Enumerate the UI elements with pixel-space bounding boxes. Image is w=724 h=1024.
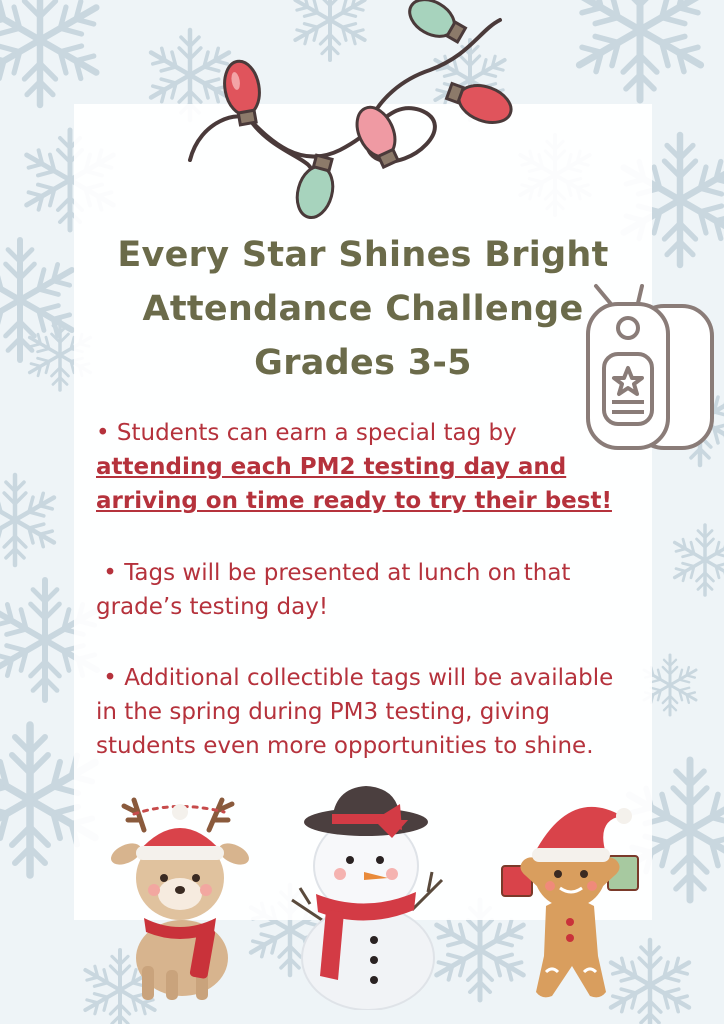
point-2-line-2: grade’s testing day!: [96, 594, 329, 620]
snowman-icon: [282, 780, 452, 1010]
point-tags-presented: [96, 556, 676, 624]
point-1-emphasis-line-1: attending each PM2 testing day and: [96, 454, 567, 480]
title-line-3: Grades 3-5: [254, 343, 472, 383]
title-line-2: Attendance Challenge: [142, 289, 584, 329]
title-line-1: Every Star Shines Bright: [117, 235, 609, 275]
point-1-intro: • Students can earn a special tag by: [96, 420, 517, 446]
christmas-lights-icon: [180, 0, 540, 232]
gingerbread-icon: [496, 796, 644, 1001]
point-3-line-2: in the spring during PM3 testing, giving: [96, 699, 550, 725]
point-additional-tags: [96, 661, 676, 763]
snowflake-icon: [0, 0, 104, 105]
point-2-line-1: • Tags will be presented at lunch on that: [96, 560, 571, 586]
point-3-line-1: • Additional collectible tags will be available: [96, 665, 614, 691]
point-earn-tag: [96, 416, 676, 518]
snowflake-icon: [670, 525, 724, 595]
point-1-emphasis-line-2: arriving on time ready to try their best!: [96, 488, 612, 514]
reindeer-icon: [104, 790, 254, 1005]
snowflake-icon: [0, 475, 59, 565]
page-title: [74, 228, 652, 390]
point-3-line-3: students even more opportunities to shine.: [96, 733, 594, 759]
snowflake-icon: [571, 0, 709, 100]
